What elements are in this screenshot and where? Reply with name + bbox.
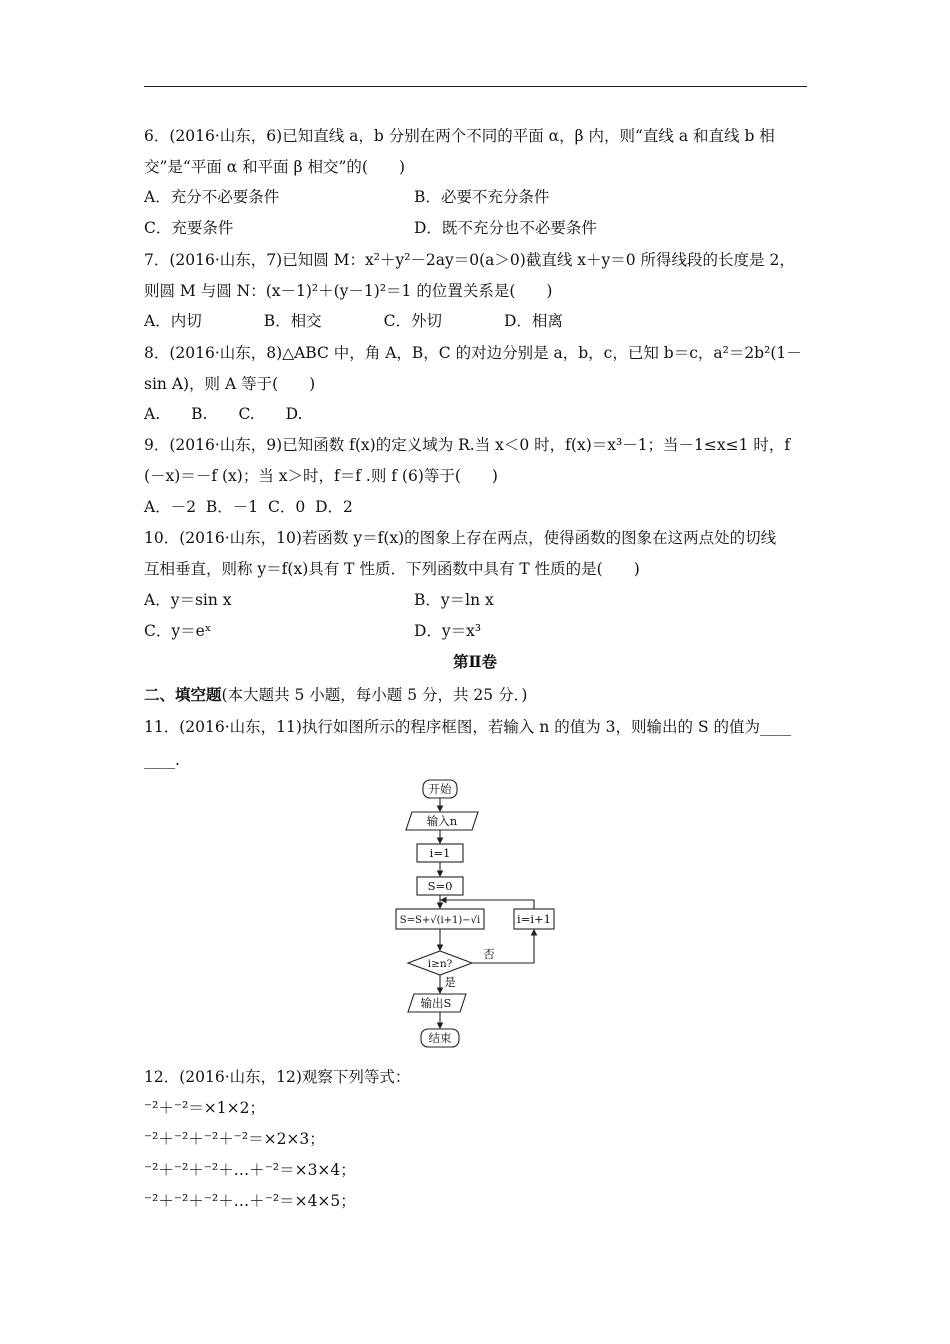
flow-condition-text: i≥n?: [427, 958, 453, 970]
q11-line-1: 11．(2016·山东，11)执行如图所示的程序框图，若输入 n 的值为 3，则输出的 S 的值为____: [144, 718, 792, 736]
q6-line-2: 交”是“平面 α 和平面 β 相交”的( ): [144, 158, 406, 176]
flow-yes-label: 是: [444, 975, 456, 989]
section-two-title: [144, 684, 527, 706]
q10-option-b: B．y＝ln x: [414, 591, 494, 609]
flow-no-label: 否: [483, 947, 495, 961]
q10-option-a: A．y＝sin x: [144, 591, 232, 609]
flow-init-i-text: i=1: [429, 846, 451, 860]
q12-equation-1: ⁻²＋⁻²＝×1×2；: [144, 1099, 265, 1117]
flow-end-text: 结束: [428, 1031, 452, 1045]
program-flowchart: [390, 774, 570, 1054]
flow-update-i-text: i=i+1: [517, 912, 551, 926]
part-two-heading: 第Ⅱ卷: [452, 652, 498, 671]
q7-line-2: 则圆 M 与圆 N：(x－1)²＋(y－1)²＝1 的位置关系是( ): [144, 282, 553, 300]
q12-line-1: 12．(2016·山东，12)观察下列等式：: [144, 1068, 411, 1086]
q9-line-2: (－x)＝－f (x)；当 x＞时，f＝f .则 f (6)等于( ): [144, 467, 498, 485]
q7-options: A．内切 B．相交 C．外切 D．相离: [144, 312, 563, 330]
header-rule: [144, 86, 807, 87]
q6-option-b: B．必要不充分条件: [414, 188, 550, 206]
flow-update-s-text: S=S+√(i+1)−√i: [399, 915, 481, 926]
q10-option-c: C．y＝eˣ: [144, 622, 212, 640]
q7-line-1: 7．(2016·山东，7)已知圆 M：x²＋y²－2ay＝0(a＞0)截直线 x＋y＝0 所得线段的长度是 2，: [144, 251, 795, 269]
q6-option-d: D．既不充分也不必要条件: [414, 219, 597, 237]
q12-equation-4: ⁻²＋⁻²＋⁻²＋…＋⁻²＝×4×5；: [144, 1192, 356, 1210]
q6-option-c: C．充要条件: [144, 219, 234, 237]
flow-input-text: 输入n: [426, 814, 458, 828]
q9-options: A．－2 B．－1 C．0 D．2: [144, 498, 353, 516]
flow-start-text: 开始: [428, 782, 452, 796]
q8-options: A. B. C. D.: [144, 405, 303, 423]
q9-line-1: 9．(2016·山东，9)已知函数 f(x)的定义域为 R.当 x＜0 时，f(x)＝x³－1；当－1≤x≤1 时，f: [144, 436, 791, 454]
q6-line-1: 6．(2016·山东，6)已知直线 a，b 分别在两个不同的平面 α，β 内，则“直线 a 和直线 b 相: [144, 127, 775, 145]
flow-init-s-text: S=0: [427, 879, 453, 893]
flow-output-text: 输出S: [420, 996, 452, 1010]
q6-option-a: A．充分不必要条件: [144, 188, 280, 206]
q12-equation-2: ⁻²＋⁻²＋⁻²＋⁻²＝×2×3；: [144, 1130, 325, 1148]
q11-line-2: ____.: [144, 751, 180, 769]
q10-option-d: D．y＝x³: [414, 622, 482, 640]
q8-line-2: sin A)，则 A 等于( ): [144, 375, 316, 393]
section-two-note: (本大题共 5 小题，每小题 5 分，共 25 分．): [221, 686, 528, 704]
q8-line-1: 8．(2016·山东，8)△ABC 中，角 A，B，C 的对边分别是 a，b，c，已知 b＝c，a²＝2b²(1－: [144, 344, 802, 362]
q12-equation-3: ⁻²＋⁻²＋⁻²＋…＋⁻²＝×3×4；: [144, 1161, 356, 1179]
q10-line-2: 互相垂直，则称 y＝f(x)具有 T 性质．下列函数中具有 T 性质的是( ): [144, 560, 640, 578]
q10-line-1: 10．(2016·山东，10)若函数 y＝f(x)的图象上存在两点，使得函数的图象在这两点处的切线: [144, 529, 777, 547]
section-two-label: 二、填空题: [144, 685, 222, 704]
